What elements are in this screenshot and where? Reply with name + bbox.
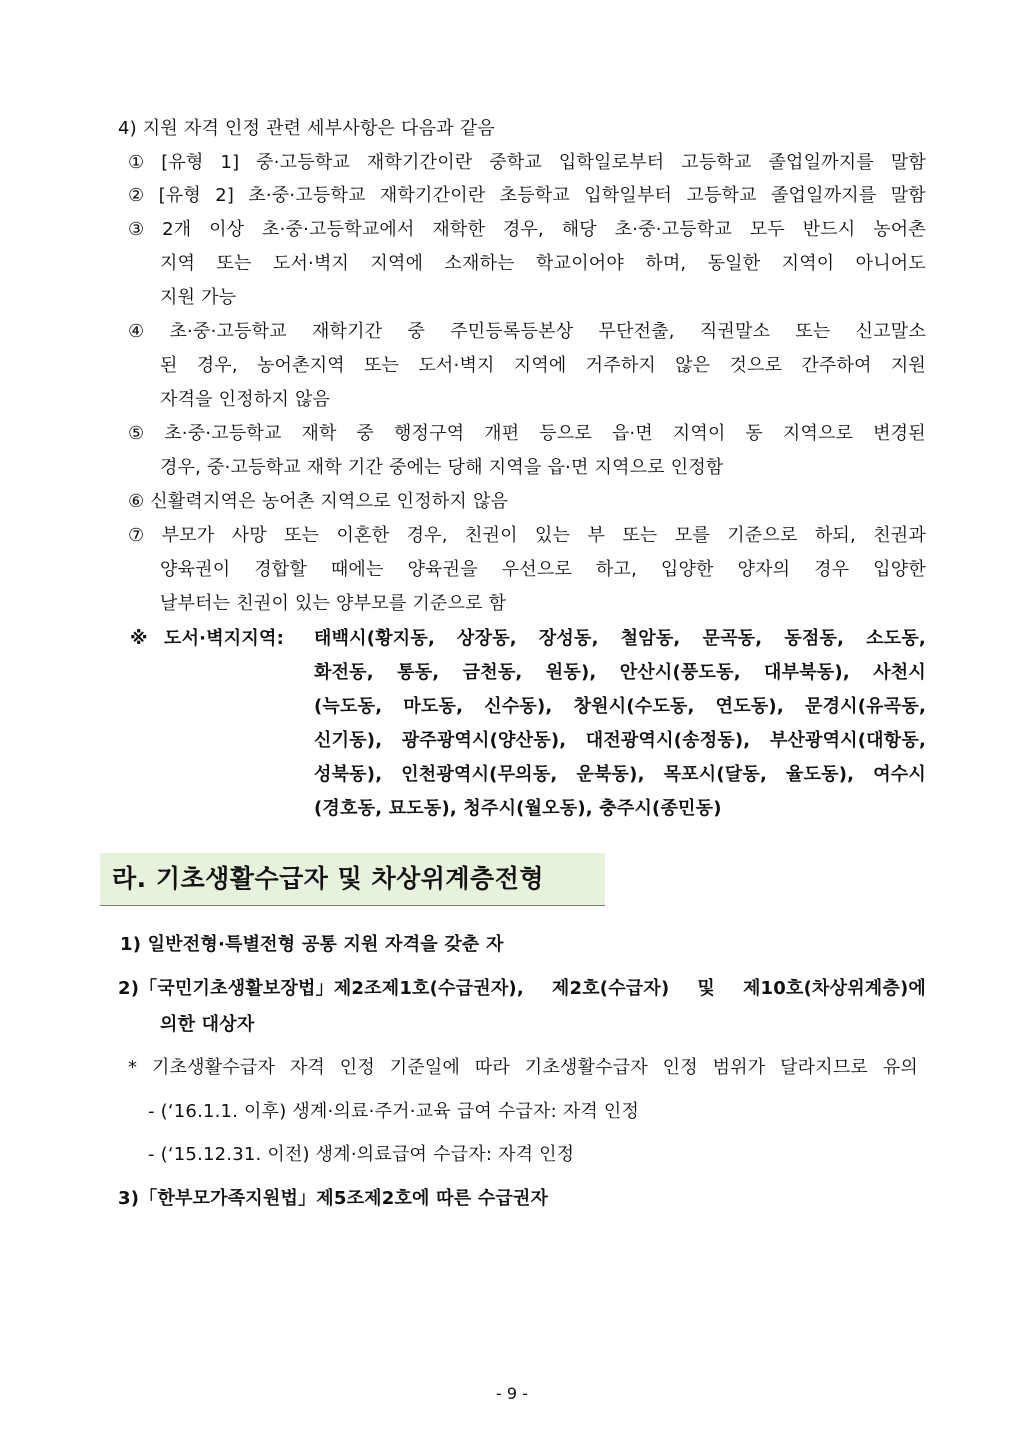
note-line-4: 신기동), 광주광역시(양산동), 대전광역시(송정동), 부산광역시(대항동, [314,730,926,751]
criteria-item-4-line-2: 된 경우, 농어촌지역 또는 도서·벽지 지역에 거주하지 않은 것으로 간주하여 지원 [160,355,926,376]
page-number: - 9 - [496,1384,528,1403]
note-line-3: (늑도동, 마도동, 신수동), 창원시(수도동, 연도동), 문경시(유곡동, [314,696,926,717]
criteria-item-2: ② [유형 2] 초·중·고등학교 재학기간이란 초등학교 입학일부터 고등학교 졸업일까지를 말함 [128,185,926,206]
note-line-1: 태백시(황지동, 상장동, 장성동, 철암동, 문곡동, 동점동, 소도동, [314,628,926,649]
section-title: 라. 기초생활수급자 및 차상위계층전형 [112,864,545,893]
criteria-heading: 4) 지원 자격 인정 관련 세부사항은 다음과 같음 [118,118,495,139]
criteria-item-5-line-2: 경우, 중·고등학교 재학 기간 중에는 당해 지역을 읍·면 지역으로 인정함 [160,457,724,478]
note-line-5: 성북동), 인천광역시(무의동, 운북동), 목포시(달동, 율도동), 여수시 [314,764,926,785]
eligibility-sub-1: - (‘16.1.1. 이후) 생계·의료·주거·교육 급여 수급자: 자격 인정 [148,1101,640,1122]
criteria-item-7-line-3: 날부터는 친권이 있는 양부모를 기준으로 함 [160,593,507,614]
eligibility-item-1: 1) 일반전형·특별전형 공통 지원 자격을 갖춘 자 [120,934,504,955]
criteria-item-3-line-3: 지원 가능 [160,287,237,308]
note-line-2: 화전동, 통동, 금천동, 원동), 안산시(풍도동, 대부북동), 사천시 [314,662,926,683]
criteria-item-6: ⑥ 신활력지역은 농어촌 지역으로 인정하지 않음 [128,491,509,512]
criteria-item-5-line-1: ⑤ 초·중·고등학교 재학 중 행정구역 개편 등으로 읍·면 지역이 동 지역으로 변경된 [128,423,926,444]
eligibility-item-2-line-1: 2)「국민기초생활보장법」제2조제1호(수급권자), 제2호(수급자) 및 제10호(차상위계층)에 [118,978,926,999]
eligibility-sub-2: - (‘15.12.31. 이전) 생계·의료급여 수급자: 자격 인정 [148,1144,575,1165]
note-line-6: (경호동, 묘도동), 청주시(월오동), 충주시(종민동) [314,798,722,819]
criteria-item-3-line-2: 지역 또는 도서·벽지 지역에 소재하는 학교이어야 하며, 동일한 지역이 아니어도 [160,253,926,274]
criteria-item-4-line-1: ④ 초·중·고등학교 재학기간 중 주민등록등본상 무단전출, 직권말소 또는 신고말소 [128,321,926,342]
criteria-item-4-line-3: 자격을 인정하지 않음 [160,389,331,410]
note-mark: ※ [130,628,148,649]
criteria-item-3-line-1: ③ 2개 이상 초·중·고등학교에서 재학한 경우, 해당 초·중·고등학교 모두 반드시 농어촌 [128,219,926,240]
eligibility-item-3: 3)「한부모가족지원법」제5조제2호에 따른 수급권자 [118,1188,549,1209]
note-label: 도서·벽지지역: [164,628,284,649]
criteria-item-1: ① [유형 1] 중·고등학교 재학기간이란 중학교 입학일로부터 고등학교 졸업일까지를 말함 [128,152,926,173]
eligibility-item-2-line-2: 의한 대상자 [160,1014,255,1035]
eligibility-note: * 기초생활수급자 자격 인정 기준일에 따라 기초생활수급자 인정 범위가 달라지므로 유의 [128,1057,918,1078]
criteria-item-7-line-1: ⑦ 부모가 사망 또는 이혼한 경우, 친권이 있는 부 또는 모를 기준으로 하되, 친권과 [128,525,926,546]
criteria-item-7-line-2: 양육권이 경합할 때에는 양육권을 우선으로 하고, 입양한 양자의 경우 입양한 [160,559,926,580]
